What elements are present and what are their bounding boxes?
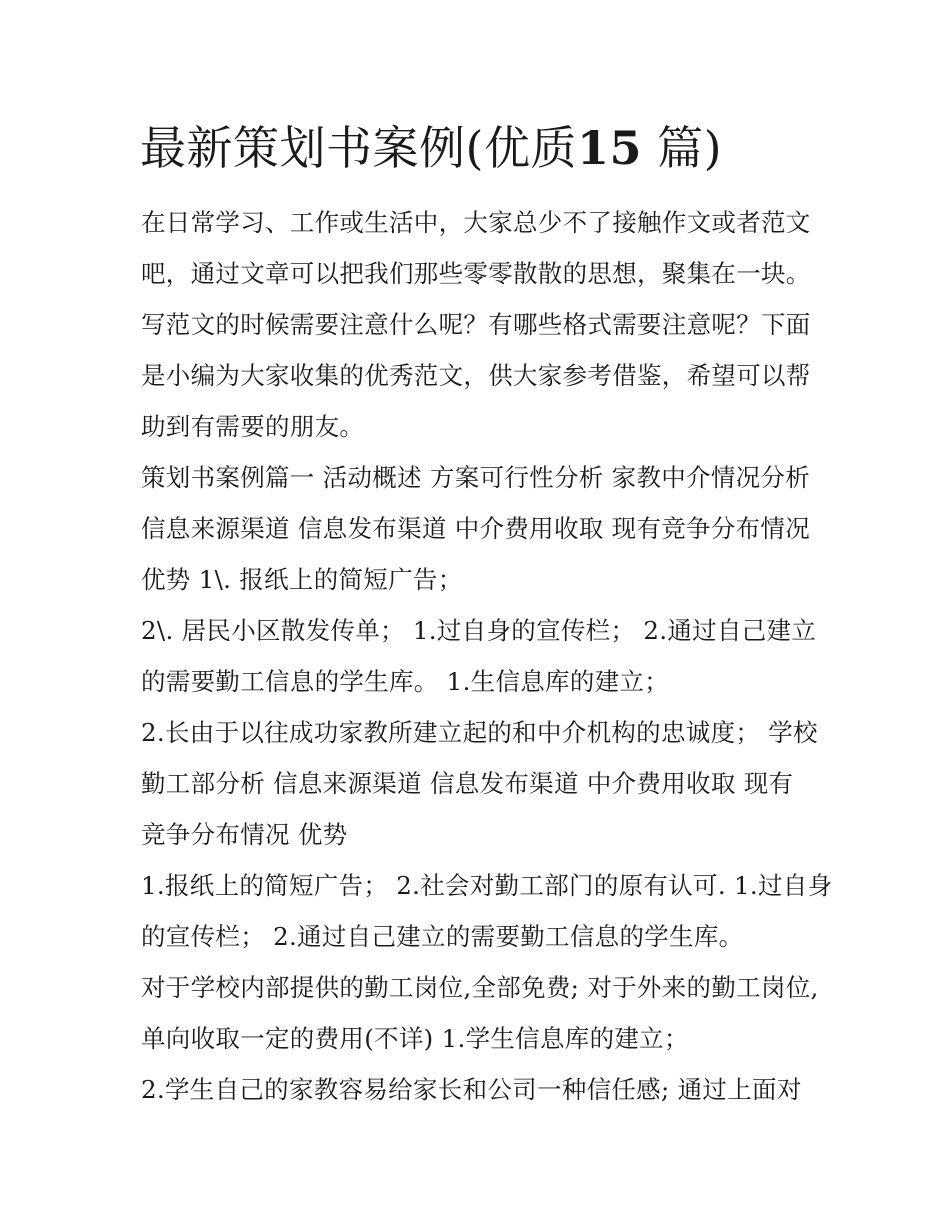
text-line: 勤工部分析 信息来源渠道 信息发布渠道 中介费用收取 现有 [141, 769, 794, 798]
text-line: 优势 1\. 报纸上的简短广告； [141, 565, 463, 594]
text-line: 助到有需要的朋友。 [141, 412, 365, 441]
text-line: 2.长由于以往成功家教所建立起的和中介机构的忠诚度； 学校 [141, 718, 818, 747]
title-suffix: 篇) [657, 121, 723, 175]
text-line: 竞争分布情况 优势 [141, 820, 348, 849]
title-prefix: 最新策划书案例(优质 [140, 121, 577, 175]
text-line: 的宣传栏； 2.通过自己建立的需要勤工信息的学生库。 [141, 922, 744, 951]
text-line: 2.学生自己的家教容易给家长和公司一种信任感; 通过上面对 [141, 1075, 802, 1104]
text-line: 是小编为大家收集的优秀范文，供大家参考借鉴，希望可以帮 [141, 361, 811, 390]
document-body [141, 197, 833, 1115]
text-line: 对于学校内部提供的勤工岗位,全部免费; 对于外来的勤工岗位, [141, 973, 819, 1002]
text-line: 信息来源渠道 信息发布渠道 中介费用收取 现有竞争分布情况 [141, 514, 811, 543]
text-line: 策划书案例篇一 活动概述 方案可行性分析 家教中介情况分析 [141, 463, 811, 492]
page-title [140, 113, 820, 183]
text-line: 吧，通过文章可以把我们那些零零散散的思想，聚集在一块。 [141, 259, 811, 288]
text-line: 1.报纸上的简短广告； 2.社会对勤工部门的原有认可. 1.过自身 [141, 871, 833, 900]
title-number: 15 [576, 121, 642, 175]
text-line: 在日常学习、工作或生活中，大家总少不了接触作文或者范文 [141, 208, 811, 237]
text-line: 的需要勤工信息的学生库。 1.生信息库的建立； [141, 667, 670, 696]
text-line: 单向收取一定的费用(不详) 1.学生信息库的建立； [141, 1024, 689, 1053]
text-line: 2\. 居民小区散发传单； 1.过自身的宣传栏； 2.通过自己建立 [141, 616, 817, 645]
text-line: 写范文的时候需要注意什么呢？有哪些格式需要注意呢？下面 [141, 310, 811, 339]
